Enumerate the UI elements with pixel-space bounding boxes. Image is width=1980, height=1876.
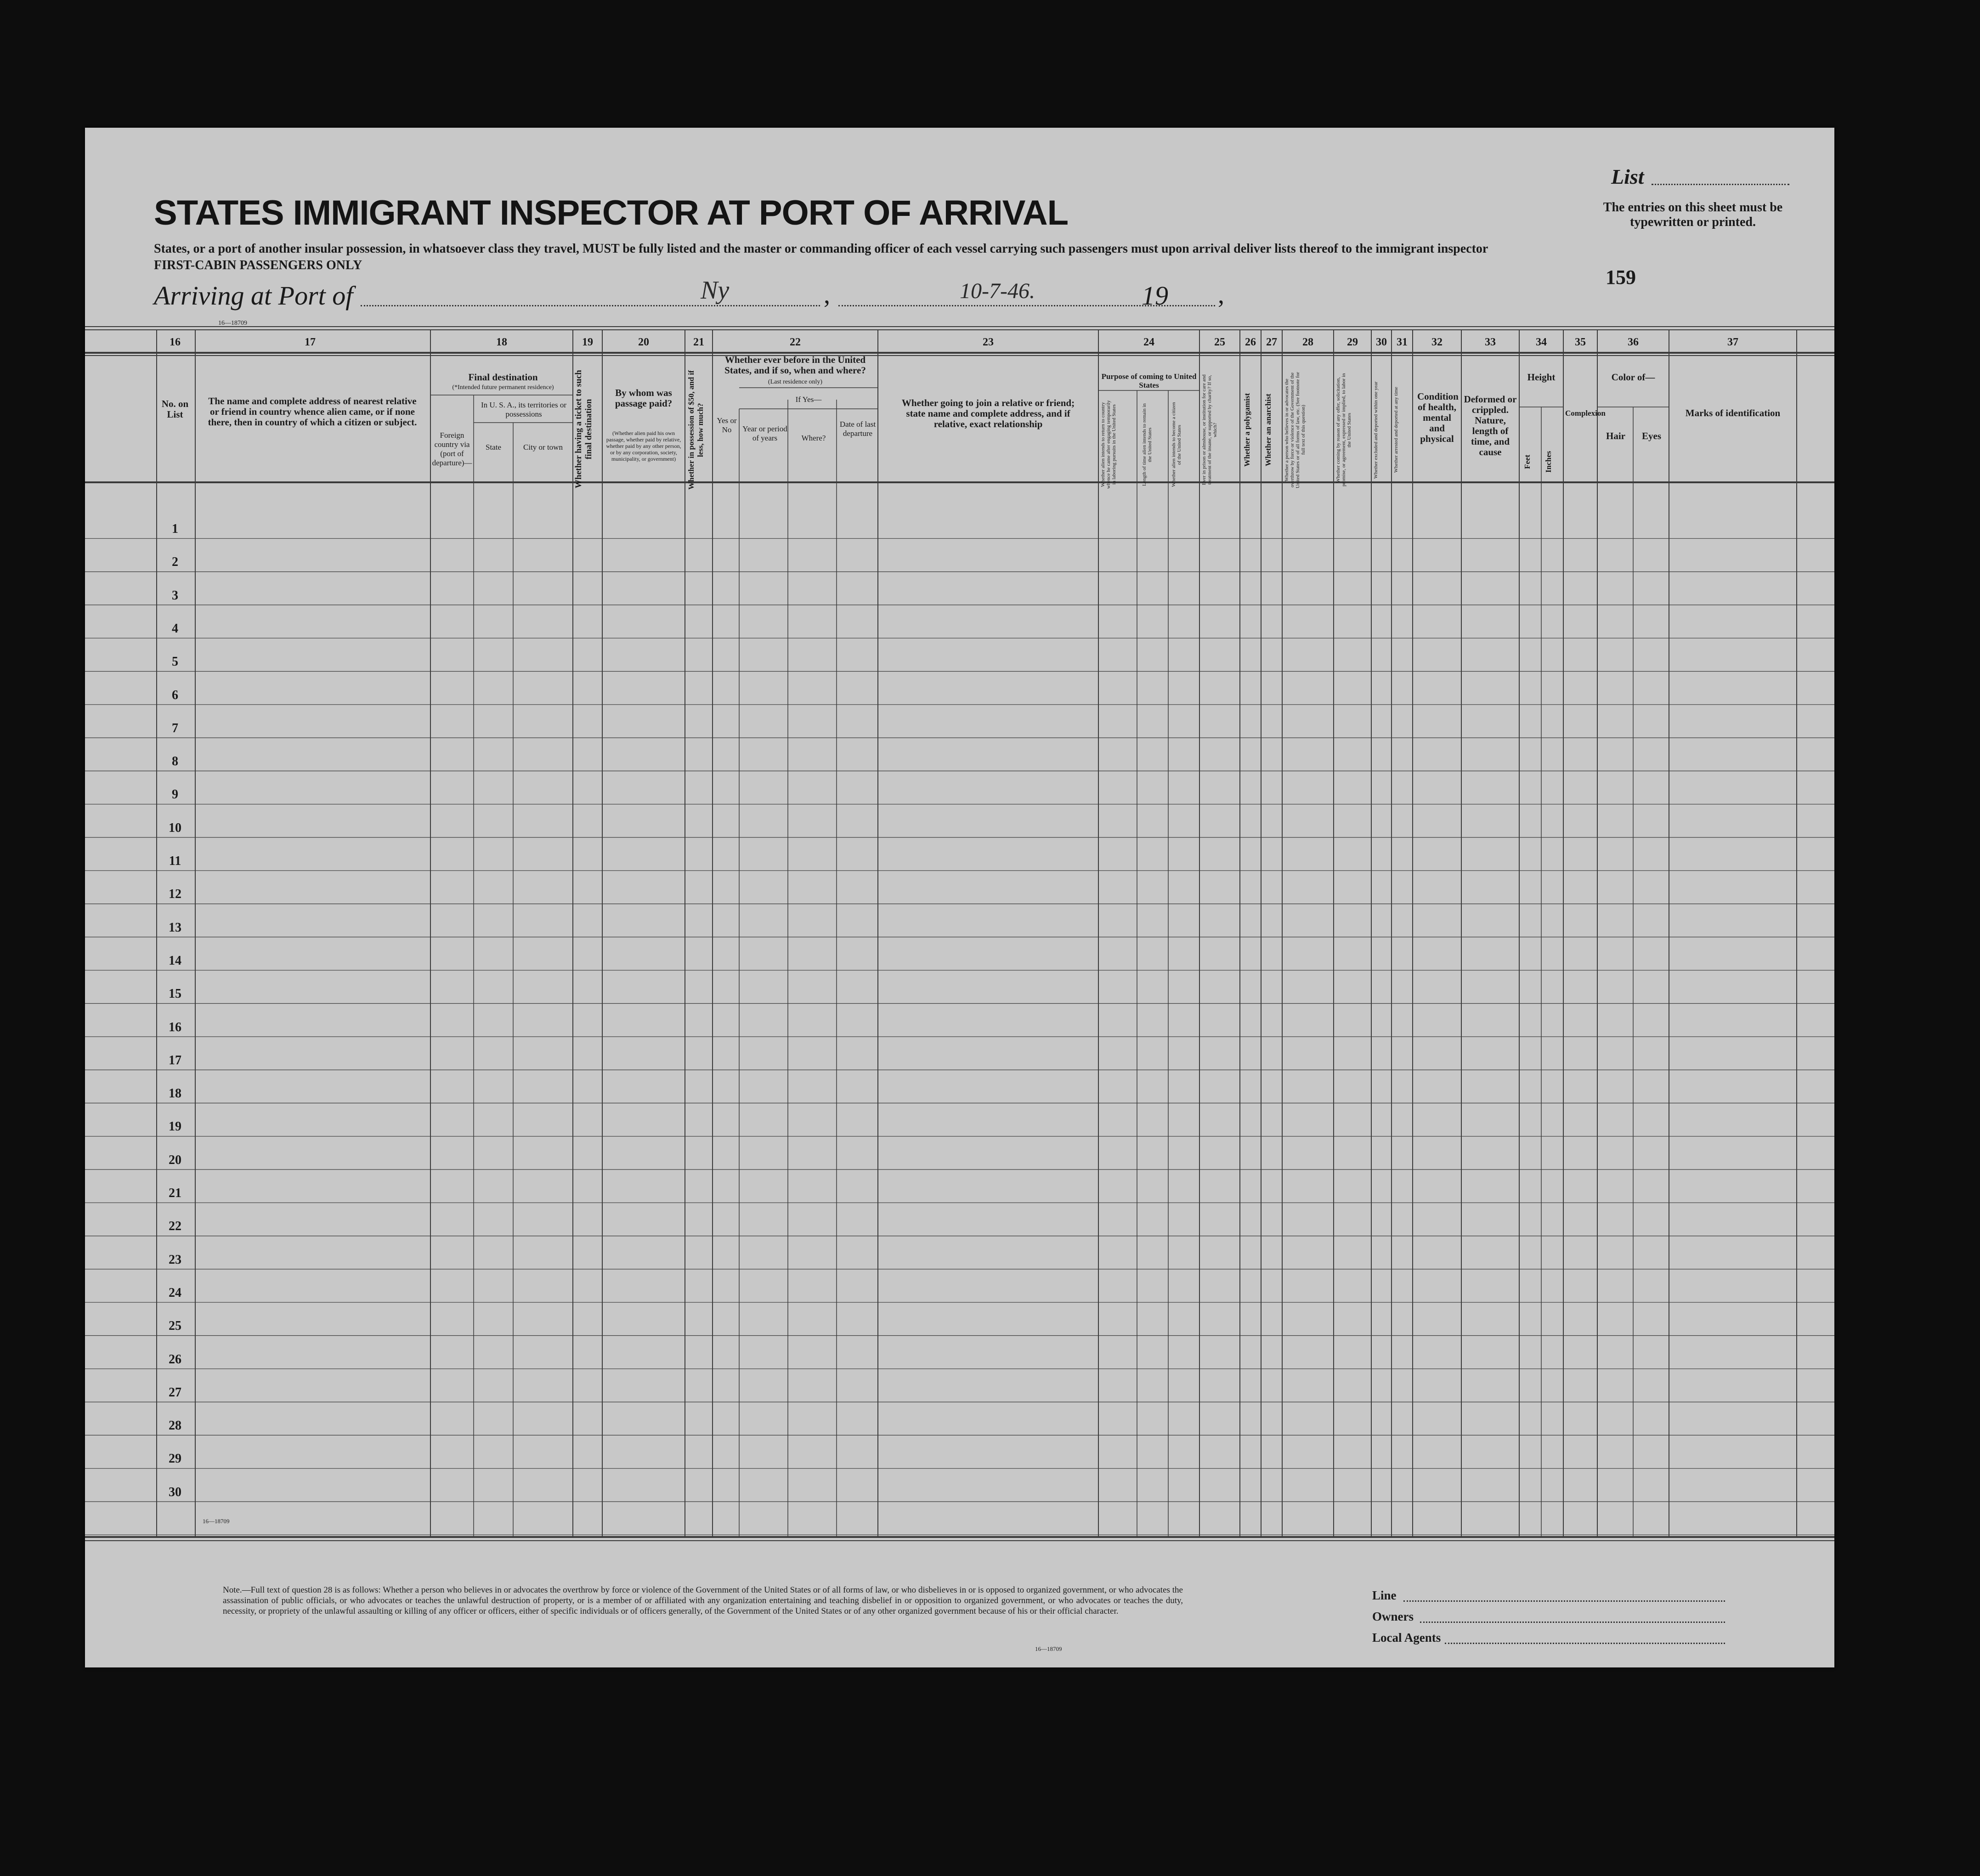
column-number: 36 <box>1628 336 1639 348</box>
row-number: 3 <box>172 588 178 603</box>
header-question-28: Whether a person who believes in or advocates the overthrow by force or violence of the Government of the United States or of all forms of law, etc. (See footnote for full text of this question) <box>1284 372 1306 488</box>
table-form-code: 16—18709 <box>203 1518 230 1525</box>
header-feet: Feet <box>1523 454 1532 469</box>
row-number: 21 <box>169 1186 181 1200</box>
row-number: 14 <box>169 953 181 968</box>
row-number: 1 <box>172 522 178 536</box>
header-height: Height <box>1527 372 1556 383</box>
header-ticket: Whether having a ticket to such final destination <box>574 370 594 488</box>
column-number: 20 <box>638 336 649 348</box>
footnote-question-28: Note.—Full text of question 28 is as follows: Whether a person who believes in or advocates the overthrow by force or violence of the Government of the United States or of all forms of law, or who disbelieves in or is opposed to organized government, or who advocates the assassination of public officials, or who advocates or teaches the unlawful destruction of property, or is a member of or affiliated with any organization entertaining and teaching disbelief in or opposition to organized government, or who advocates or teaches the duty, necessity, or propriety of the unlawful assaulting or killing of any officer or officers, either of specific individuals or of officers generally, of the Government of the United States or of any other organized government because of his or their official character. <box>223 1585 1183 1616</box>
column-number: 17 <box>305 336 316 348</box>
header-deformed: Deformed or crippled. Nature, length of time, and cause <box>1464 394 1517 458</box>
header-polygamist: Whether a polygamist <box>1243 393 1251 467</box>
header-in-usa: In U. S. A., its territories or possessions <box>481 401 567 418</box>
row-number: 4 <box>172 621 178 636</box>
row-number: 9 <box>172 787 178 802</box>
header-fifty-dollars: Whether in possession of $50, and if less, how much? <box>687 370 705 490</box>
header-inches: Inches <box>1544 451 1553 473</box>
row-number: 20 <box>169 1153 181 1167</box>
header-purpose-citizen: Whether alien intends to become a citizen of the United States <box>1171 402 1182 487</box>
row-number: 25 <box>169 1319 181 1334</box>
header-marks: Marks of identification <box>1685 407 1781 418</box>
row-number: 24 <box>169 1285 181 1300</box>
comma: , <box>824 281 830 309</box>
row-number: 5 <box>172 655 178 669</box>
header-purpose: Purpose of coming to United States <box>1101 372 1197 390</box>
form-instructions: States, or a port of another insular possession, in whatsoever class they travel, MUST be fully listed and the master or commanding officer of each vessel carrying such passengers must upon arrival deliver lists thereof to the immigrant inspector <box>154 242 1488 256</box>
row-number: 13 <box>169 920 181 935</box>
header-anarchist: Whether an anarchist <box>1264 393 1273 467</box>
header-city: City or town <box>523 443 563 452</box>
header-color-of: Color of— <box>1611 372 1655 383</box>
header-health: Condition of health, mental and physical <box>1417 391 1459 444</box>
local-agents-field <box>1445 1643 1725 1644</box>
header-last-residence: (Last residence only) <box>768 379 823 385</box>
column-number: 28 <box>1302 336 1313 348</box>
column-number: 33 <box>1485 336 1496 348</box>
port-line <box>361 305 820 306</box>
header-passage-note: (Whether alien paid his own passage, whether paid by relative, whether paid by any other person, or by any corporation, society, municipality, or government) <box>606 430 681 462</box>
header-ever-before: Whether ever before in the United States, and if so, when and where? <box>724 354 866 376</box>
header-going-to-join: Whether going to join a relative or friend; state name and complete address, and if relative, exact relationship <box>901 397 1075 429</box>
table-grid <box>85 326 1834 1544</box>
header-complexion: Complexion <box>1565 409 1606 418</box>
header-date-departure: Date of last departure <box>839 420 876 438</box>
column-number: 37 <box>1727 336 1738 348</box>
column-number: 30 <box>1376 336 1387 348</box>
manifest-sheet <box>85 128 1834 1667</box>
passenger-class: FIRST-CABIN PASSENGERS ONLY <box>154 258 362 272</box>
form-code: 16—18709 <box>218 320 247 327</box>
row-number: 29 <box>169 1452 181 1466</box>
owners-label: Owners <box>1372 1610 1414 1623</box>
row-number: 7 <box>172 721 178 735</box>
header-passage-paid: By whom was passage paid? <box>615 387 673 409</box>
row-number: 8 <box>172 754 178 769</box>
row-number: 30 <box>169 1485 181 1499</box>
header-purpose-length: Length of time alien intends to remain in the United States <box>1142 403 1153 486</box>
header-state: State <box>486 443 501 452</box>
comma: , <box>1218 281 1224 309</box>
owners-field <box>1420 1622 1725 1623</box>
row-number: 26 <box>169 1352 181 1367</box>
column-number: 27 <box>1266 336 1277 348</box>
row-number: 2 <box>172 555 178 570</box>
header-if-yes: If Yes— <box>795 395 822 404</box>
line-label: Line <box>1372 1588 1397 1602</box>
row-number: 15 <box>169 987 181 1001</box>
port-value: Ny <box>701 276 730 305</box>
column-number: 16 <box>170 336 181 348</box>
row-number: 10 <box>169 820 181 835</box>
header-eyes: Eyes <box>1642 430 1661 441</box>
column-number: 31 <box>1397 336 1408 348</box>
column-number: 34 <box>1536 336 1547 348</box>
row-number: 27 <box>169 1385 181 1400</box>
column-number: 24 <box>1143 336 1154 348</box>
header-where: Where? <box>801 434 826 442</box>
header-prison: Ever in prison or almshouse, or institution for care and treatment of the insane, or supported by charity? If so, which? <box>1201 374 1218 486</box>
row-number: 6 <box>172 688 178 702</box>
header-hair: Hair <box>1606 430 1625 441</box>
row-number: 22 <box>169 1219 181 1234</box>
row-number: 12 <box>169 887 181 902</box>
header-no-on-list: No. on List <box>161 398 189 420</box>
column-number: 19 <box>582 336 593 348</box>
form-title: STATES IMMIGRANT INSPECTOR AT PORT OF ARRIVAL <box>154 193 1069 232</box>
header-question-29: Whether coming by reason of any offer, solicitation, promise, or agreement, expressed or implied, to labor in the United States <box>1335 373 1352 487</box>
column-number: 23 <box>983 336 994 348</box>
row-number: 16 <box>169 1020 181 1034</box>
year-prefix: 19 <box>1142 281 1168 311</box>
row-number: 18 <box>169 1086 181 1101</box>
row-number: 28 <box>169 1418 181 1433</box>
column-number: 29 <box>1347 336 1358 348</box>
list-label: List <box>1611 165 1644 188</box>
arrival-date: 10-7-46. <box>960 279 1035 303</box>
header-final-destination: Final destination <box>468 372 538 383</box>
header-purpose-return: Whether alien intends to return to country whence he came after engaging temporarily in laboring pursuits in the United States <box>1100 400 1117 489</box>
arriving-port-label: Arriving at Port of <box>154 281 353 311</box>
row-number: 17 <box>169 1053 181 1068</box>
column-number: 21 <box>693 336 704 348</box>
column-number: 18 <box>496 336 507 348</box>
column-number: 32 <box>1431 336 1443 348</box>
header-nearest-relative: The name and complete address of nearest relative or friend in country whence alien came, or if none there, then in country of which a citizen or subject. <box>208 396 417 428</box>
local-agents-label: Local Agents <box>1372 1631 1441 1644</box>
row-number: 19 <box>169 1119 181 1134</box>
manifest-table <box>85 326 1834 1544</box>
column-number: 25 <box>1214 336 1225 348</box>
footnote-form-code: 16—18709 <box>1035 1645 1062 1652</box>
header-excluded: Whether excluded and deported within one year <box>1373 381 1379 479</box>
page-number: 159 <box>1606 266 1636 288</box>
header-final-destination-note: (*Intended future permanent residence) <box>452 384 554 391</box>
column-number: 35 <box>1575 336 1586 348</box>
header-arrested: Whether arrested and deported at any time <box>1393 387 1399 473</box>
typewritten-note: The entries on this sheet must be typewritten or printed. <box>1603 200 1783 229</box>
header-foreign-country: Foreign country via (port of departure)— <box>432 431 472 467</box>
line-field <box>1403 1600 1725 1602</box>
header-yes-or-no: Yes or No <box>717 416 737 434</box>
column-number: 26 <box>1245 336 1256 348</box>
row-number: 23 <box>169 1252 181 1267</box>
row-number: 11 <box>169 854 181 868</box>
column-number: 22 <box>790 336 801 348</box>
list-line <box>1652 184 1789 185</box>
header-years: Year or period of years <box>742 424 787 442</box>
